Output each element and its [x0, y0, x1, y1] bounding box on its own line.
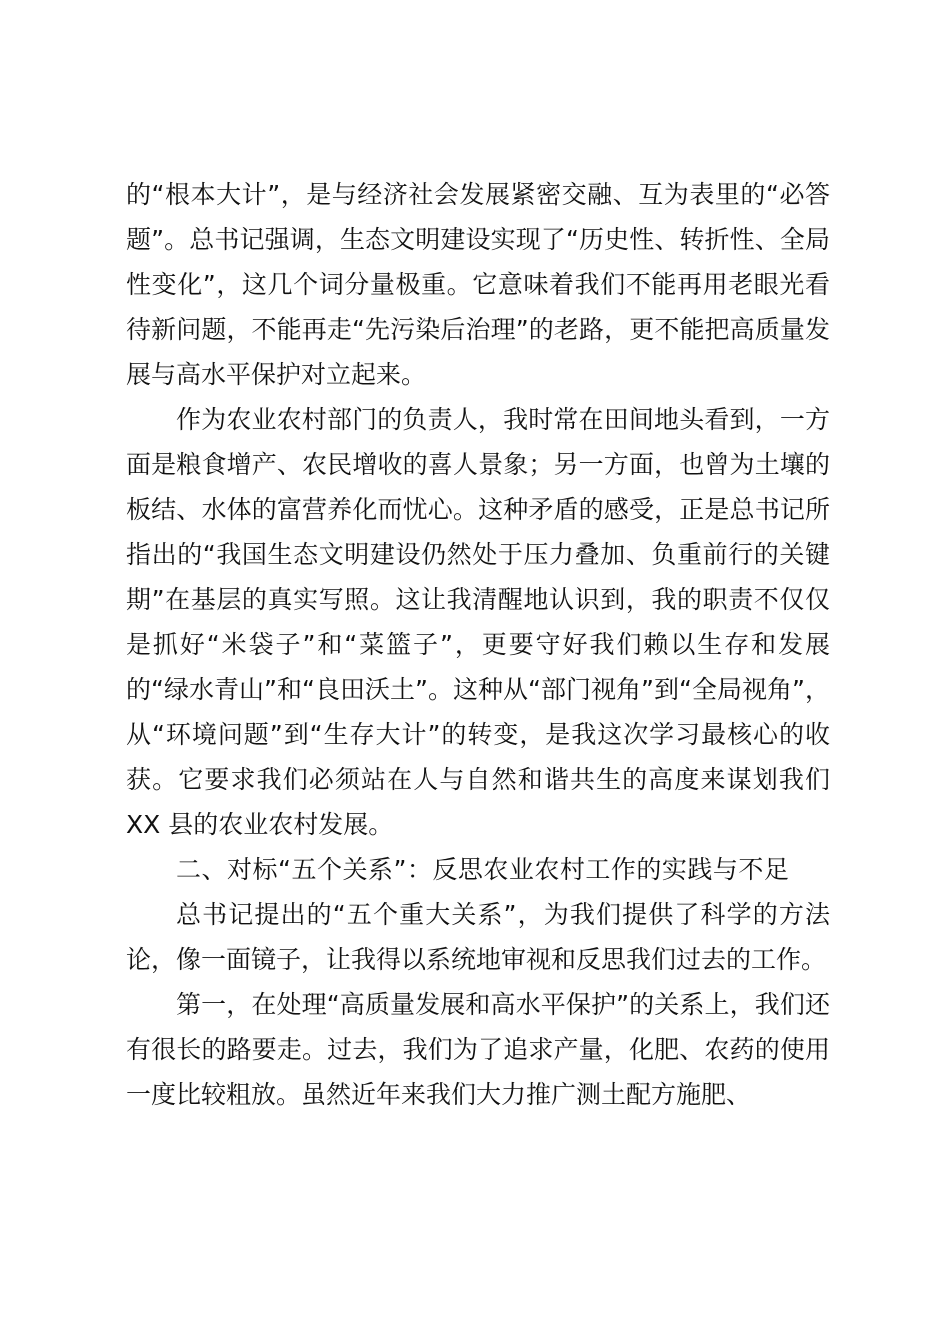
section-heading-two: 二、对标“五个关系”：反思农业农村工作的实践与不足	[176, 855, 790, 884]
paragraph-first-point: 第一，在处理“高质量发展和高水平保护”的关系上，我们还有很长的路要走。过去，我们为了追求产量，化肥、农药的使用一度比较粗放。虽然近年来我们大力推广测土配方施肥、	[126, 990, 830, 1109]
paragraph-continuation: 的“根本大计”，是与经济社会发展紧密交融、互为表里的“必答题”。总书记强调，生态文明建设实现了“历史性、转折性、全局性变化”，这几个词分量极重。它意味着我们不能再用老眼光看待新问题，不能再走“先污染后治理”的老路，更不能把高质量发展与高水平保护对立起来。	[126, 180, 830, 389]
paragraph-responsibility: 作为农业农村部门的负责人，我时常在田间地头看到，一方面是粮食增产、农民增收的喜人景象；另一方面，也曾为土壤的板结、水体的富营养化而忧心。这种矛盾的感受，正是总书记所指出的“我国生态文明建设仍然处于压力叠加、负重前行的关键期”在基层的真实写照。这让我清醒地认识到，我的职责不仅仅是抓好“米袋子”和“菜篮子”，更要守好我们赖以生存和发展的“绿水青山”和“良田沃土”。这种从“部门视角”到“全局视角”，从“环境问题”到“生存大计”的转变，是我这次学习最核心的收获。它要求我们必须站在人与自然和谐共生的高度来谋划我们 XX 县的农业农村发展。	[126, 405, 830, 839]
document-body	[126, 172, 830, 1117]
paragraph-five-relations: 总书记提出的“五个重大关系”，为我们提供了科学的方法论，像一面镜子，让我得以系统地审视和反思我们过去的工作。	[126, 900, 830, 974]
